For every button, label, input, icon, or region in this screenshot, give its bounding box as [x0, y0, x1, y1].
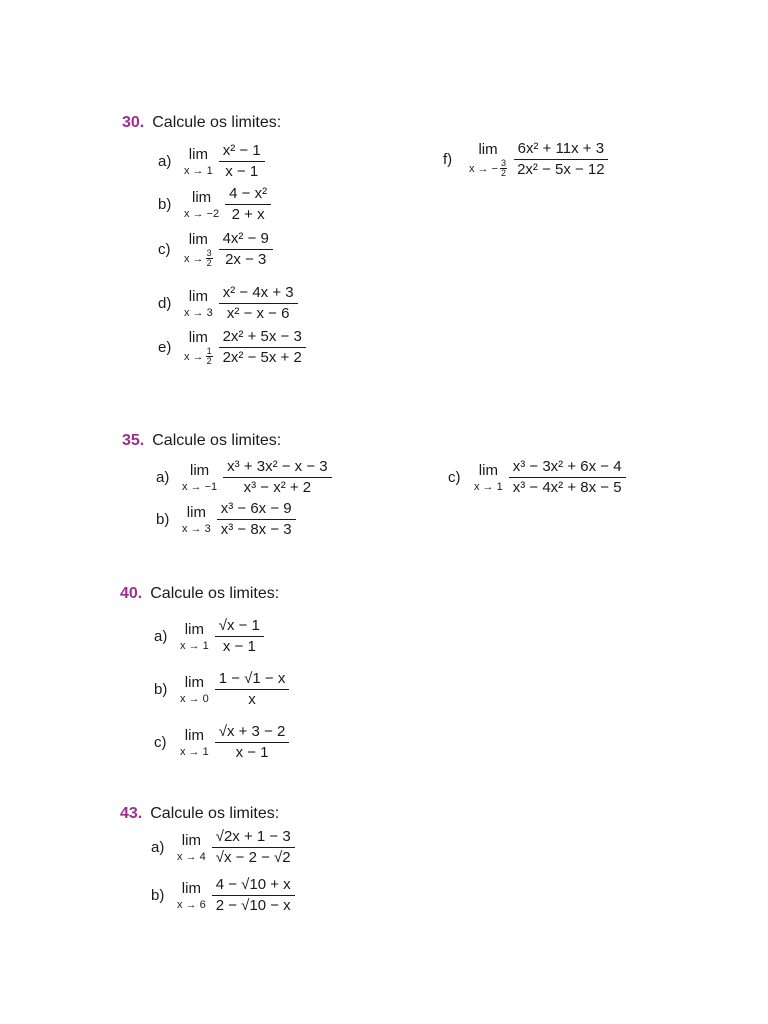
lim-subscript: x → [184, 350, 204, 363]
limit-35c [448, 458, 626, 497]
denominator: 2 + x [231, 206, 265, 223]
lim-subscript: x → − [469, 162, 499, 175]
sub-frac-num: 1 [206, 346, 212, 356]
denominator: x² − x − 6 [226, 305, 290, 322]
item-letter: d) [158, 295, 172, 312]
fraction [215, 617, 264, 656]
limit-30b [158, 185, 271, 224]
lim-subscript: x → −2 [184, 207, 220, 220]
denominator: 2x − 3 [225, 251, 267, 268]
exercise-title: Calcule os limites: [150, 585, 280, 602]
numerator: 4 − √10 + x [212, 876, 295, 896]
denominator: x³ − x² + 2 [243, 479, 312, 496]
denominator: x³ − 8x − 3 [220, 521, 292, 538]
lim-label: lim [186, 503, 206, 521]
denominator: x − 1 [222, 638, 256, 655]
fraction [225, 185, 271, 224]
item-letter: b) [156, 511, 170, 528]
limit-30c [158, 230, 273, 269]
lim-subscript: x → [184, 252, 204, 265]
lim-subscript: x → 3 [182, 522, 211, 535]
item-letter: a) [151, 839, 165, 856]
lim-label: lim [181, 831, 201, 849]
lim-label: lim [184, 620, 204, 638]
exercise-number: 40. [120, 585, 143, 602]
lim-subscript: x → 0 [180, 692, 209, 705]
denominator: 2x² − 5x + 2 [222, 349, 302, 366]
numerator: 6x² + 11x + 3 [514, 140, 608, 160]
lim-label: lim [188, 287, 208, 305]
exercise-number: 30. [122, 114, 145, 131]
denominator: x [248, 691, 256, 708]
lim-subscript: x → 3 [184, 306, 213, 319]
numerator: x³ − 6x − 9 [217, 500, 296, 520]
limit-35a [156, 458, 332, 497]
exercise-title: Calcule os limites: [152, 432, 282, 449]
exercise-40-heading [120, 585, 279, 603]
fraction [219, 284, 298, 323]
exercise-number: 43. [120, 805, 143, 822]
sub-frac-den: 2 [206, 356, 212, 366]
lim-subscript: x → 1 [184, 164, 213, 177]
lim-subscript: x → 1 [180, 639, 209, 652]
lim-label: lim [181, 879, 201, 897]
denominator: x³ − 4x² + 8x − 5 [512, 479, 622, 496]
item-letter: b) [151, 887, 165, 904]
lim-label: lim [184, 673, 204, 691]
lim-label: lim [189, 461, 210, 479]
fraction [219, 328, 306, 367]
sub-frac-num: 3 [501, 158, 507, 168]
lim-subscript: x → −1 [182, 480, 218, 493]
lim-subscript: x → 1 [180, 745, 209, 758]
numerator: √x + 3 − 2 [215, 723, 290, 743]
lim-subscript: x → 1 [474, 480, 503, 493]
numerator: x² − 4x + 3 [219, 284, 298, 304]
fraction [212, 828, 295, 867]
lim-label: lim [191, 188, 212, 206]
fraction [212, 876, 295, 915]
numerator: 4x² − 9 [219, 230, 273, 250]
fraction [219, 230, 273, 269]
limit-40c [154, 723, 289, 762]
limit-43b [151, 876, 295, 915]
lim-label: lim [478, 141, 498, 158]
denominator: x − 1 [225, 163, 259, 180]
numerator: x³ − 3x² + 6x − 4 [509, 458, 626, 478]
item-letter: b) [154, 681, 168, 698]
item-letter: a) [158, 153, 172, 170]
denominator: √x − 2 − √2 [215, 849, 291, 866]
exercise-title: Calcule os limites: [150, 805, 280, 822]
fraction [215, 723, 290, 762]
exercise-43-heading [120, 805, 279, 823]
lim-subscript: x → 6 [177, 898, 206, 911]
item-letter: f) [443, 151, 453, 168]
limit-30f [443, 140, 609, 179]
denominator: x − 1 [235, 744, 269, 761]
numerator: 4 − x² [225, 185, 271, 205]
item-letter: e) [158, 339, 172, 356]
lim-subscript: x → 4 [177, 850, 206, 863]
numerator: √x − 1 [215, 617, 264, 637]
exercise-title: Calcule os limites: [152, 114, 282, 131]
exercise-number: 35. [122, 432, 145, 449]
limit-43a [151, 828, 295, 867]
lim-label: lim [188, 145, 208, 163]
numerator: x³ + 3x² − x − 3 [223, 458, 331, 478]
limit-30e [158, 328, 306, 367]
numerator: x² − 1 [219, 142, 265, 162]
lim-label: lim [188, 231, 208, 248]
item-letter: a) [156, 469, 170, 486]
limit-40a [154, 617, 264, 656]
numerator: 2x² + 5x − 3 [219, 328, 306, 348]
fraction [223, 458, 331, 497]
fraction [215, 670, 290, 709]
sub-frac-den: 2 [501, 168, 507, 178]
item-letter: a) [154, 628, 168, 645]
fraction [513, 140, 609, 179]
sub-frac-num: 3 [206, 248, 212, 258]
exercise-35-heading [122, 432, 281, 450]
item-letter: b) [158, 196, 172, 213]
limit-30d [158, 284, 298, 323]
sub-frac-den: 2 [206, 258, 212, 268]
numerator: √2x + 1 − 3 [212, 828, 295, 848]
fraction [509, 458, 626, 497]
exercise-30-heading [122, 114, 281, 132]
lim-label: lim [478, 461, 498, 479]
item-letter: c) [158, 241, 171, 258]
item-letter: c) [448, 469, 461, 486]
fraction [219, 142, 265, 181]
numerator: 1 − √1 − x [215, 670, 290, 690]
limit-35b [156, 500, 296, 539]
limit-30a [158, 142, 265, 181]
lim-label: lim [188, 329, 208, 346]
item-letter: c) [154, 734, 167, 751]
denominator: 2x² − 5x − 12 [517, 161, 605, 178]
limit-40b [154, 670, 289, 709]
lim-label: lim [184, 726, 204, 744]
fraction [217, 500, 296, 539]
denominator: 2 − √10 − x [215, 897, 291, 914]
